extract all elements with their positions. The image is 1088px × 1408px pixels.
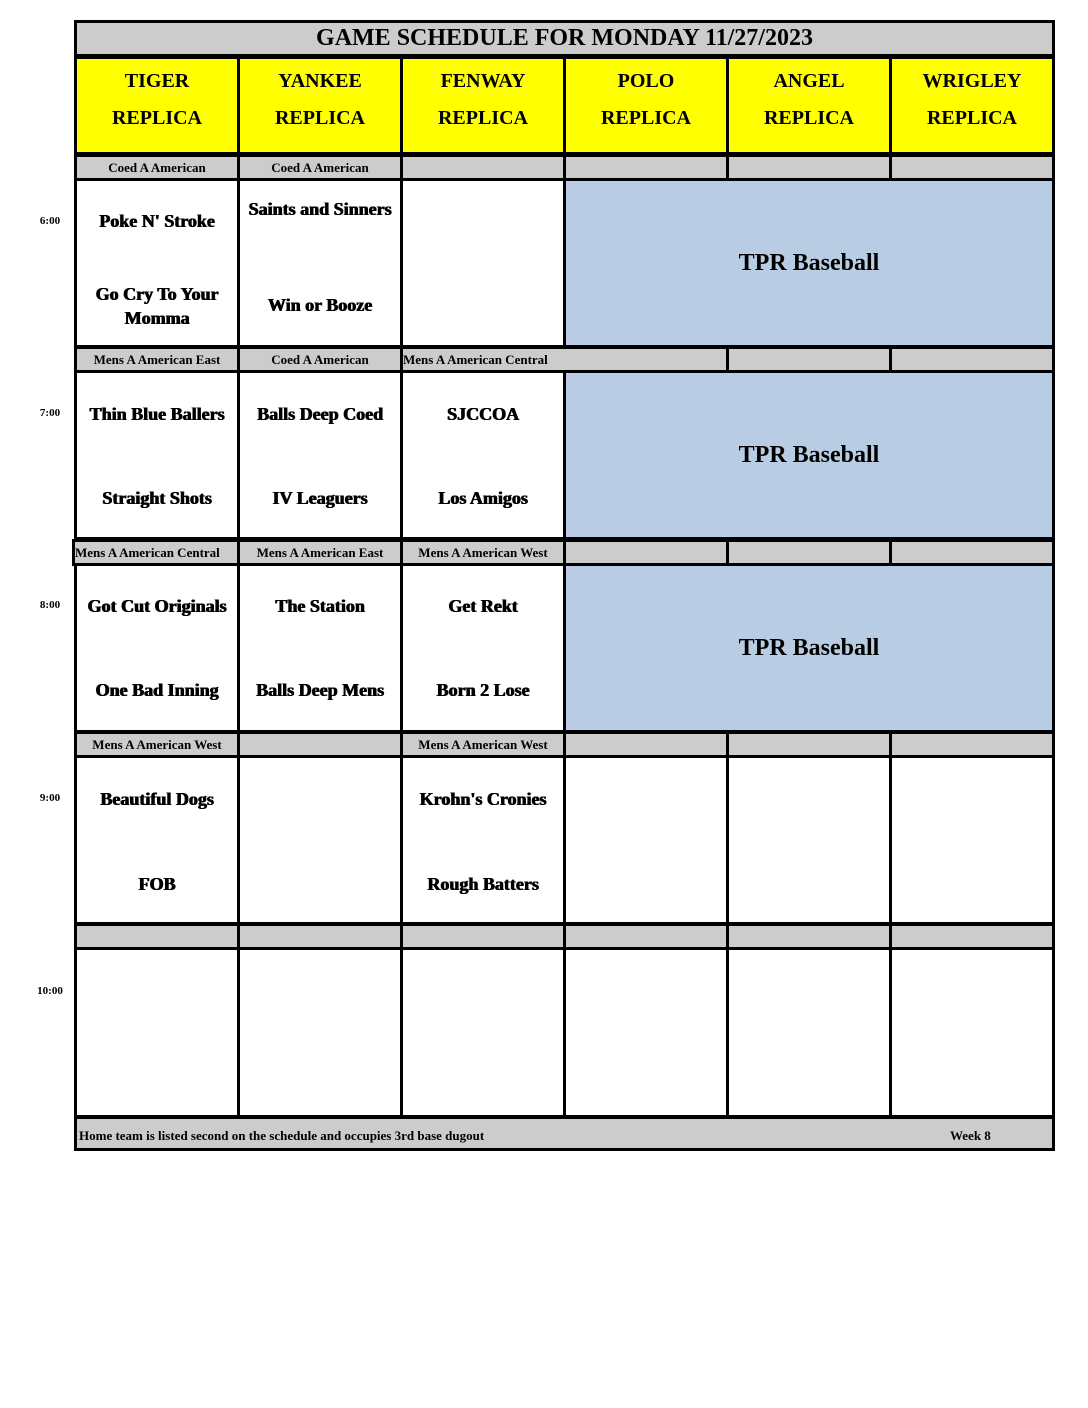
game-cell (400, 563, 566, 733)
empty-cell (74, 947, 240, 1118)
field-name: POLO (617, 70, 675, 92)
empty-cell (726, 947, 892, 1118)
home-team: Rough Batters (427, 874, 539, 894)
away-team: Poke N' Stroke (99, 211, 215, 231)
division-label (563, 731, 729, 758)
field-header-polo (563, 56, 729, 155)
away-team: Balls Deep Coed (257, 404, 383, 424)
game-cell (74, 370, 240, 540)
empty-cell (237, 755, 403, 925)
game-cell (237, 178, 403, 348)
field-header-angel (726, 56, 892, 155)
empty-cell (400, 947, 566, 1118)
division-label: Coed A American (74, 154, 240, 181)
footer-note: Home team is listed second on the schedule and occupies 3rd base dugout (79, 1128, 485, 1143)
away-team: The Station (275, 596, 365, 616)
away-team: Thin Blue Ballers (89, 404, 225, 424)
field-sub: REPLICA (111, 107, 202, 129)
empty-cell (726, 755, 892, 925)
home-team: One Bad Inning (95, 680, 219, 700)
empty-cell (400, 178, 566, 348)
division-label: Mens A American West (74, 731, 240, 758)
division-label (726, 731, 892, 758)
tpr-block: TPR Baseball (563, 370, 1055, 540)
week-label: Week 8 (950, 1128, 991, 1143)
time-label: 7:00 (39, 407, 61, 419)
empty-cell (563, 755, 729, 925)
game-cell (237, 370, 403, 540)
tpr-block: TPR Baseball (563, 563, 1055, 733)
division-label (726, 539, 892, 566)
away-team: Krohn's Cronies (419, 789, 547, 809)
division-label (74, 923, 240, 950)
home-team: Born 2 Lose (436, 680, 530, 700)
field-name: ANGEL (773, 70, 845, 92)
away-team: Saints and Sinners (248, 199, 392, 219)
field-name: FENWAY (440, 70, 526, 92)
away-team: Beautiful Dogs (100, 789, 214, 809)
division-label: Coed A American (237, 346, 403, 373)
time-label: 10:00 (37, 985, 63, 997)
field-sub: REPLICA (437, 107, 528, 129)
home-team: IV Leaguers (272, 488, 368, 508)
division-label: Mens A American Central (72, 539, 240, 566)
home-team: Go Cry To Your Momma (95, 284, 219, 328)
division-label: Coed A American (237, 154, 403, 181)
game-cell (74, 563, 240, 733)
home-team: Win or Booze (267, 295, 373, 315)
division-label: Mens A American West (400, 539, 566, 566)
field-header-wrigley (889, 56, 1055, 155)
division-label (726, 923, 892, 950)
empty-cell (889, 947, 1055, 1118)
home-team: Los Amigos (438, 488, 528, 508)
time-label: 6:00 (39, 215, 61, 227)
field-sub: REPLICA (926, 107, 1017, 129)
division-label: Mens A American West (400, 731, 566, 758)
away-team: Get Rekt (448, 596, 518, 616)
away-team: SJCCOA (446, 404, 519, 424)
division-label (400, 923, 566, 950)
time-label: 9:00 (39, 792, 61, 804)
division-label (889, 154, 1055, 181)
division-label (563, 539, 729, 566)
home-team: Balls Deep Mens (256, 680, 384, 700)
division-label (726, 346, 892, 373)
division-label: Mens A American East (237, 539, 403, 566)
division-label (563, 923, 729, 950)
empty-cell (889, 755, 1055, 925)
empty-cell (237, 947, 403, 1118)
game-cell (74, 178, 240, 348)
field-name: YANKEE (278, 70, 362, 92)
field-header-yankee (237, 56, 403, 155)
division-label (563, 154, 729, 181)
tpr-block: TPR Baseball (563, 178, 1055, 348)
away-team: Got Cut Originals (87, 596, 227, 616)
division-label (237, 731, 403, 758)
division-label (726, 154, 892, 181)
game-cell (400, 370, 566, 540)
division-label: Mens A American Central (400, 346, 729, 373)
division-label (889, 923, 1055, 950)
division-label (889, 539, 1055, 566)
game-cell (237, 563, 403, 733)
game-cell (400, 755, 566, 925)
field-sub: REPLICA (763, 107, 854, 129)
page-title: GAME SCHEDULE FOR MONDAY 11/27/2023 (74, 20, 1055, 57)
field-name: TIGER (124, 70, 190, 92)
game-cell (74, 755, 240, 925)
field-sub: REPLICA (600, 107, 691, 129)
home-team: FOB (138, 874, 176, 894)
field-name: WRIGLEY (922, 70, 1022, 92)
division-label: Mens A American East (74, 346, 240, 373)
division-label (889, 346, 1055, 373)
field-sub: REPLICA (274, 107, 365, 129)
home-team: Straight Shots (102, 488, 212, 508)
field-header-fenway (400, 56, 566, 155)
division-label (400, 154, 566, 181)
footer-bar (74, 1116, 1055, 1151)
field-header-tiger (74, 56, 240, 155)
division-label (237, 923, 403, 950)
time-label: 8:00 (39, 599, 61, 611)
empty-cell (563, 947, 729, 1118)
division-label (889, 731, 1055, 758)
